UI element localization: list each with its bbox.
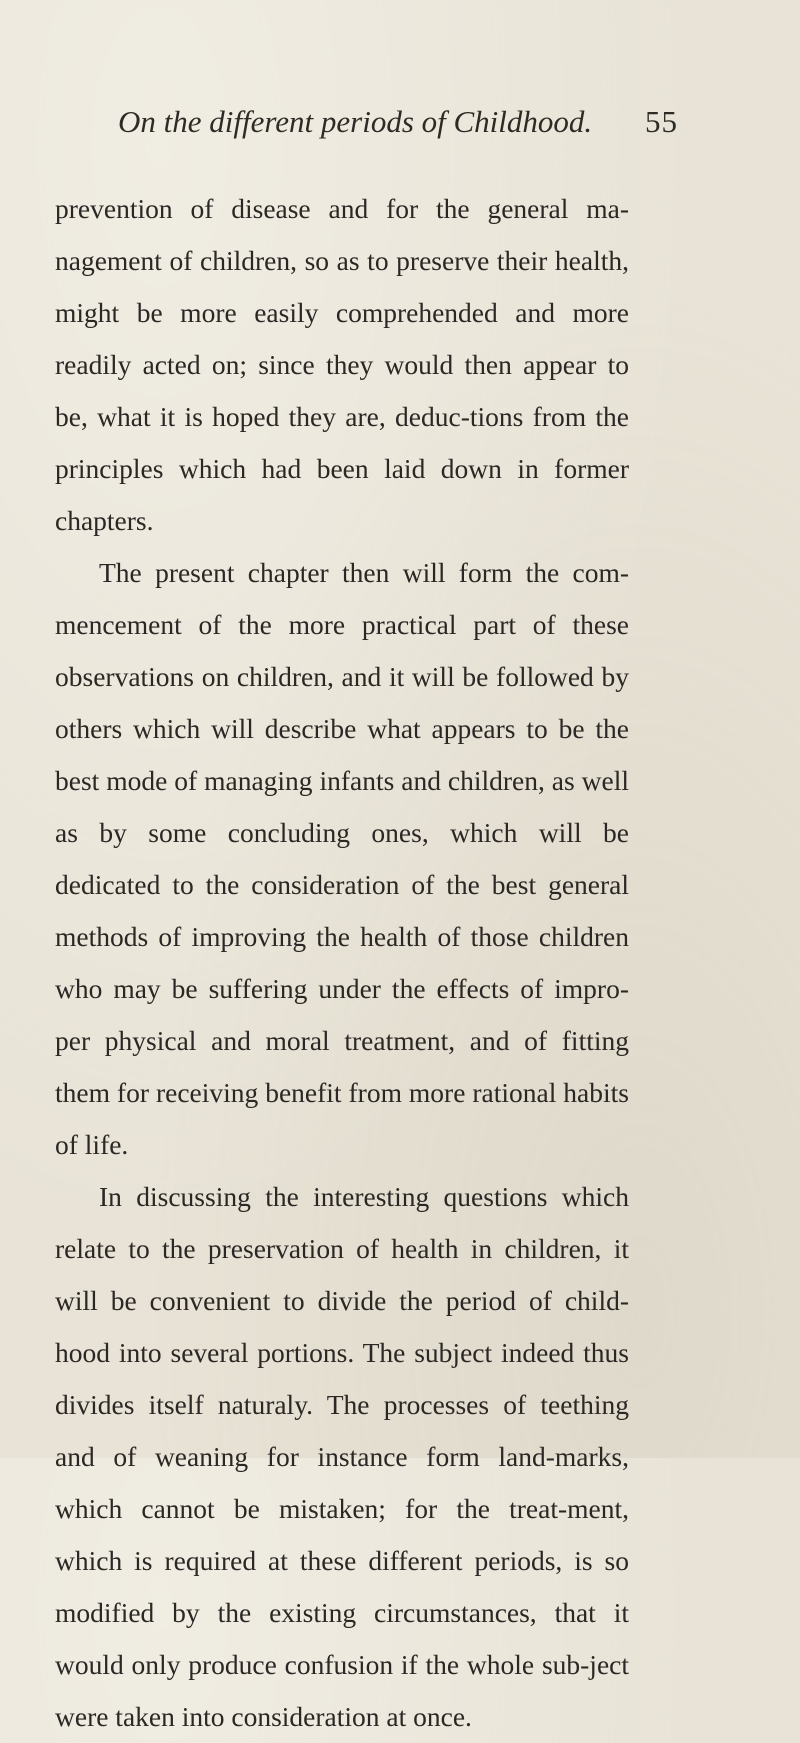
body-text (55, 183, 629, 1743)
paragraph-3: In discussing the interesting questions which relate to the preservation of health in children, it will be convenient to divide the period of child-hood into several portions. The subject indeed thus divides itself naturaly. The processes of teething and of weaning for instance form land-marks, which cannot be mistaken; for the treat-ment, which is required at these different periods, is so modified by the existing circumstances, that it would only produce confusion if the whole sub-ject were taken into consideration at once. (55, 1181, 629, 1732)
chapter-title: On the different periods of Childhood. (118, 104, 593, 139)
running-head (118, 104, 678, 148)
paragraph-1: prevention of disease and for the general ma-nagement of children, so as to preserve their health, might be more easily comprehended and more readily acted on; since they would then appear to be, what it is hoped they are, deduc-tions from the principles which had been laid down in former chapters. (55, 193, 629, 536)
paragraph-2: The present chapter then will form the com-mencement of the more practical part of these observations on children, and it will be followed by others which will describe what appears to be the best mode of managing infants and children, as well as by some concluding ones, which will be dedicated to the consideration of the best general methods of improving the health of those children who may be suffering under the effects of impro-per physical and moral treatment, and of fitting them for receiving benefit from more rational habits of life. (55, 557, 629, 1160)
page-number: 55 (645, 104, 678, 139)
